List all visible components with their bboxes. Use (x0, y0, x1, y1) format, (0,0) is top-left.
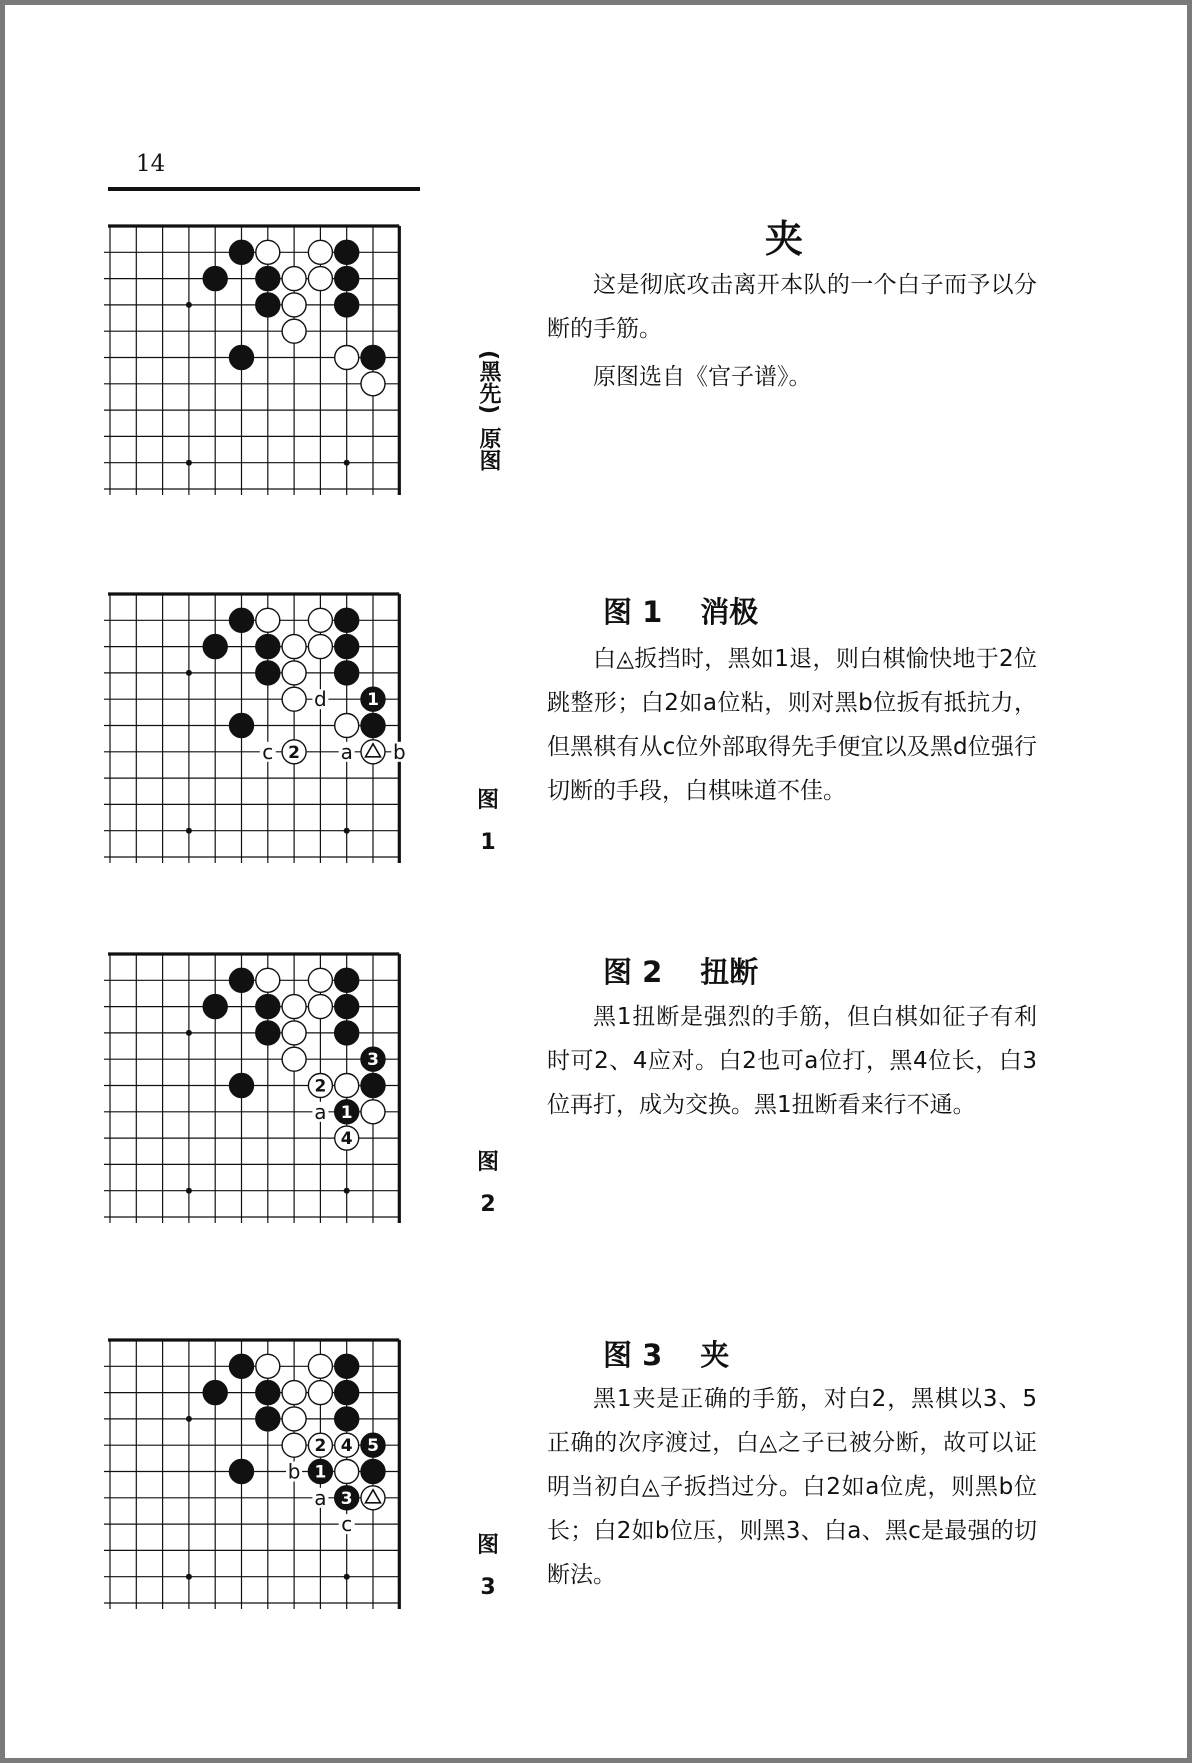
figure-2-title-name: 扭断 (700, 955, 759, 989)
white-stone (308, 1354, 332, 1378)
move-number: 2 (288, 742, 301, 763)
white-stone (282, 1433, 306, 1457)
white-stone (282, 661, 306, 685)
black-stone (203, 635, 227, 659)
black-stone (203, 267, 227, 291)
figure-1-side-num: 1 (480, 830, 496, 855)
figure-2-text (547, 995, 1037, 1127)
white-stone (308, 240, 332, 264)
white-stone (282, 995, 306, 1019)
black-stone (361, 1074, 385, 1098)
white-stone (308, 608, 332, 632)
white-stone (308, 635, 332, 659)
star-point (344, 460, 350, 466)
white-stone (361, 1100, 385, 1124)
white-stone (256, 968, 280, 992)
figure-1-title-num: 图 1 (603, 595, 663, 629)
black-stone (335, 608, 359, 632)
figure-2-title-num: 图 2 (603, 955, 663, 989)
star-point (186, 670, 192, 676)
point-label: b (287, 1459, 301, 1484)
star-point (186, 1416, 192, 1422)
black-stone (361, 714, 385, 738)
black-stone (361, 346, 385, 370)
black-stone (335, 240, 359, 264)
figure-3-side-num: 3 (480, 1575, 496, 1600)
black-stone (203, 1381, 227, 1405)
star-point (186, 828, 192, 834)
point-label: c (262, 739, 274, 764)
white-stone (308, 267, 332, 291)
black-stone (230, 1354, 254, 1378)
original-diagram-board (108, 218, 448, 524)
figure-1-title-name: 消极 (700, 595, 759, 629)
figure-2-title (603, 950, 758, 991)
figure-2-board (108, 946, 448, 1252)
move-number: 1 (367, 690, 379, 711)
black-stone (335, 293, 359, 317)
star-point (186, 1030, 192, 1036)
black-stone (230, 714, 254, 738)
figure-3-title (603, 1333, 729, 1374)
move-number: 3 (340, 1488, 353, 1509)
white-stone (308, 968, 332, 992)
figure-3-paragraph: 黑1夹是正确的手筋，对白2，黑棋以3、5正确的次序渡过，白◬之子已被分断，故可以证明当初白◬子扳挡过分。白2如a位虎，则黑b位长；白2如b位压，则黑3、白a、黑c是最强的切断法。 (547, 1386, 1037, 1588)
figure-2-side-label (473, 1150, 503, 1218)
black-stone (256, 1407, 280, 1431)
section-title: 夹 (765, 217, 804, 261)
white-stone (282, 1381, 306, 1405)
white-stone (361, 372, 385, 396)
black-stone (230, 240, 254, 264)
black-stone (335, 1381, 359, 1405)
black-stone (256, 1381, 280, 1405)
star-point (344, 828, 350, 834)
white-stone (256, 608, 280, 632)
white-stone (282, 1021, 306, 1045)
intro-text (547, 263, 1037, 399)
black-stone (203, 995, 227, 1019)
white-stone (308, 1381, 332, 1405)
white-stone (282, 267, 306, 291)
original-figure-label: 原图 (476, 427, 501, 472)
black-stone (256, 293, 280, 317)
figure-2-paragraph: 黑1扭断是强烈的手筋，但白棋如征子有利时可2、4应对。白2也可a位打，黑4位长，白3位再打，成为交换。黑1扭断看来行不通。 (547, 1004, 1037, 1118)
star-point (186, 302, 192, 308)
figure-3-board (108, 1332, 448, 1638)
point-label: b (392, 739, 406, 764)
black-stone (256, 661, 280, 685)
figure-1-side-char: 图 (476, 788, 499, 813)
figure-1-side-label (473, 788, 503, 856)
figure-1-paragraph: 白◬扳挡时，黑如1退，则白棋愉快地于2位跳整形；白2如a位粘，则对黑b位扳有抵抗力，但黑棋有从c位外部取得先手便宜以及黑d位强行切断的手段，白棋味道不佳。 (547, 646, 1037, 804)
move-number: 4 (340, 1129, 353, 1150)
intro-paragraph-2: 原图选自《官子谱》。 (593, 364, 812, 390)
point-label: c (341, 1512, 353, 1537)
black-first-label: (黑先) (476, 350, 501, 415)
star-point (186, 1574, 192, 1580)
intro-paragraph-1: 这是彻底攻击离开本队的一个白子而予以分断的手筋。 (547, 272, 1037, 342)
black-stone (335, 661, 359, 685)
white-stone (282, 687, 306, 711)
figure-3-side-label (473, 1533, 503, 1601)
black-stone (230, 346, 254, 370)
white-stone (335, 1074, 359, 1098)
black-stone (335, 968, 359, 992)
star-point (186, 460, 192, 466)
white-stone (335, 346, 359, 370)
figure-1-title (603, 590, 758, 631)
figure-3-title-name: 夹 (700, 1338, 730, 1372)
white-stone (282, 319, 306, 343)
star-point (344, 1188, 350, 1194)
white-stone (282, 635, 306, 659)
figure-1-text (547, 637, 1037, 813)
black-stone (335, 635, 359, 659)
black-stone (361, 1460, 385, 1484)
white-stone (282, 1407, 306, 1431)
white-stone (335, 1460, 359, 1484)
figure-2-side-char: 图 (476, 1150, 499, 1175)
move-number: 5 (367, 1436, 379, 1457)
black-stone (256, 995, 280, 1019)
white-stone (282, 293, 306, 317)
black-stone (335, 1354, 359, 1378)
white-stone (256, 240, 280, 264)
figure-2-side-num: 2 (480, 1192, 496, 1217)
move-number: 4 (340, 1436, 353, 1457)
move-number: 1 (340, 1102, 353, 1123)
point-label: a (314, 1099, 327, 1124)
black-stone (230, 1074, 254, 1098)
white-stone (282, 1047, 306, 1071)
white-stone (256, 1354, 280, 1378)
black-stone (335, 995, 359, 1019)
move-number: 3 (367, 1050, 379, 1071)
white-stone (335, 714, 359, 738)
black-stone (335, 1407, 359, 1431)
figure-3-text (547, 1377, 1037, 1597)
figure-3-title-num: 图 3 (603, 1338, 663, 1372)
black-stone (256, 267, 280, 291)
point-label: a (340, 739, 353, 764)
move-number: 1 (314, 1462, 327, 1483)
move-number: 2 (314, 1076, 327, 1097)
black-stone (256, 635, 280, 659)
black-stone (335, 1021, 359, 1045)
white-stone (308, 995, 332, 1019)
black-stone (230, 968, 254, 992)
move-number: 2 (314, 1436, 327, 1457)
page-number: 14 (136, 151, 166, 177)
black-stone (256, 1021, 280, 1045)
figure-3-side-char: 图 (476, 1533, 499, 1558)
point-label: a (314, 1485, 327, 1510)
original-side-label (473, 350, 503, 478)
star-point (344, 1574, 350, 1580)
black-stone (230, 1460, 254, 1484)
point-label: d (314, 687, 327, 712)
black-stone (335, 267, 359, 291)
star-point (186, 1188, 192, 1194)
black-stone (230, 608, 254, 632)
header-rule (108, 187, 420, 191)
figure-1-board (108, 586, 448, 892)
